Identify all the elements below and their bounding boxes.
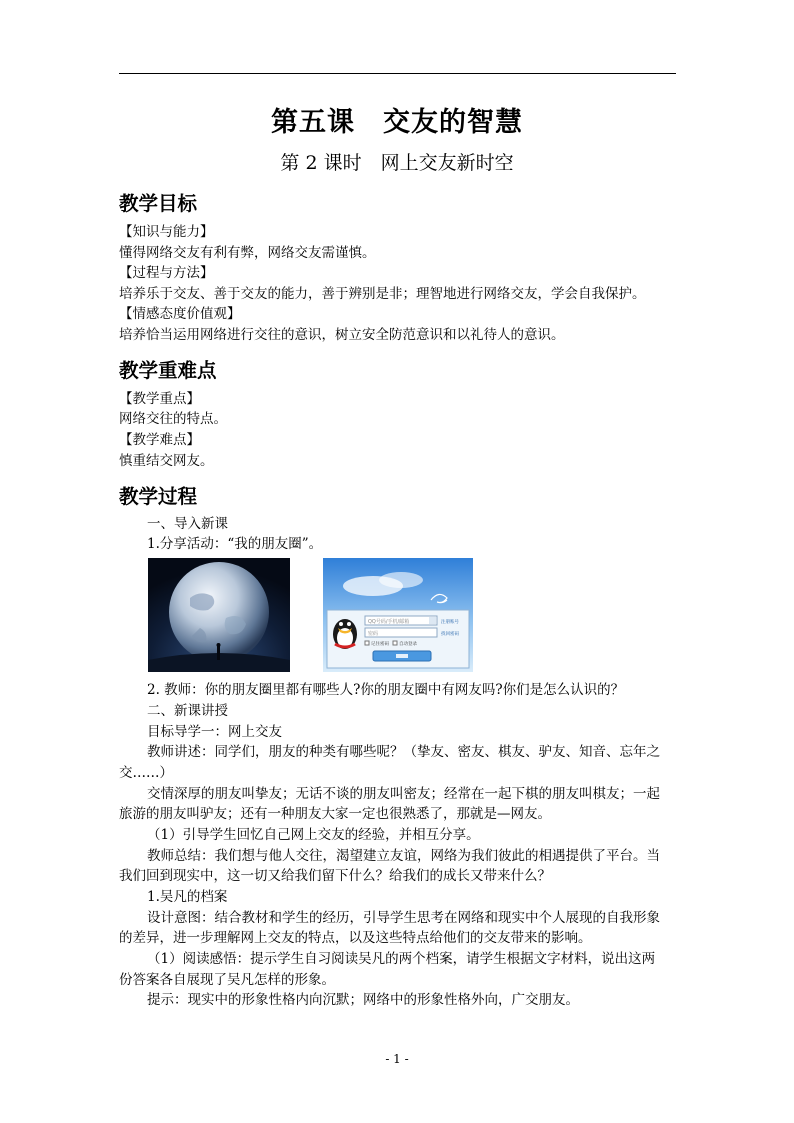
process-new-lesson-heading: 二、新课讲授 — [147, 703, 228, 719]
teacher-narration-line-1: 教师讲述：同学们，朋友的种类有哪些呢？（挚友、密友、棋友、驴友、知音、忘年之 — [147, 744, 660, 760]
attitude-text: 培养恰当运用网络进行交往的意识，树立安全防范意识和以礼待人的意识。 — [119, 327, 565, 343]
header-rule — [119, 73, 676, 74]
difficulty-text: 慎重结交网友。 — [119, 453, 214, 469]
qq-password-label: 密码 — [368, 631, 379, 637]
process-goal-1: 目标导学一：网上交友 — [147, 724, 282, 740]
reading-reflection-line-1: （1）阅读感悟：提示学生自习阅读吴凡的两个档案，请学生根据文字材料，说出这两 — [147, 951, 656, 967]
lesson-title: 第五课 交友的智慧 — [271, 107, 523, 138]
friendship-types-line-2: 旅游的朋友叫驴友；还有一种朋友大家一定也很熟悉了，那就是—网友。 — [119, 806, 551, 822]
earth-night-image — [148, 558, 290, 672]
section-heading-goals: 教学目标 — [119, 192, 198, 215]
guide-students-recall: （1）引导学生回忆自己网上交友的经验，并相互分享。 — [147, 827, 480, 843]
section-heading-process: 教学过程 — [119, 485, 198, 508]
knowledge-label: 【知识与能力】 — [119, 224, 214, 240]
qq-auto-login-label: 自动登录 — [399, 642, 417, 647]
process-method-label: 【过程与方法】 — [119, 265, 214, 281]
difficulty-label: 【教学难点】 — [119, 432, 200, 448]
wufan-profile-heading: 1.吴凡的档案 — [147, 889, 228, 905]
teacher-summary-line-2: 我们回到现实中，这一切又给我们留下什么？给我们的成长又带来什么？ — [119, 868, 551, 884]
key-point-text: 网络交往的特点。 — [119, 411, 227, 427]
section-heading-key-points: 教学重难点 — [119, 359, 217, 382]
knowledge-text: 懂得网络交友有利有弊，网络交友需谨慎。 — [119, 245, 376, 261]
lesson-subtitle: 第 2 课时 网上交友新时空 — [280, 152, 514, 174]
hint-text: 提示：现实中的形象性格内向沉默；网络中的形象性格外向，广交朋友。 — [147, 992, 579, 1008]
qq-forgot-link: 找回密码 — [441, 632, 459, 637]
page-number: - 1 - — [385, 1052, 409, 1066]
teacher-summary-line-1: 教师总结：我们想与他人交往，渴望建立友谊，网络为我们彼此的相遇提供了平台。当 — [147, 848, 660, 864]
process-method-text: 培养乐于交友、善于交友的能力，善于辨别是非；理智地进行网络交友，学会自我保护。 — [119, 286, 646, 302]
process-activity-2: 2. 教师：你的朋友圈里都有哪些人?你的朋友圈中有网友吗?你们是怎么认识的？ — [147, 682, 625, 698]
qq-login-screenshot — [323, 558, 473, 672]
process-intro-heading: 一、导入新课 — [147, 516, 228, 532]
teacher-narration-line-2: 交……） — [119, 765, 173, 781]
qq-register-link: 注册账号 — [441, 620, 459, 625]
design-intent-line-1: 设计意图：结合教材和学生的经历，引导学生思考在网络和现实中个人展现的自我形象 — [147, 910, 660, 926]
friendship-types-line-1: 交情深厚的朋友叫挚友；无话不谈的朋友叫密友；经常在一起下棋的朋友叫棋友；一起 — [147, 786, 660, 802]
design-intent-line-2: 的差异，进一步理解网上交友的特点，以及这些特点给他们的交友带来的影响。 — [119, 930, 592, 946]
reading-reflection-line-2: 份答案各自展现了吴凡怎样的形象。 — [119, 972, 335, 988]
qq-account-placeholder: QQ号码/手机/邮箱 — [368, 619, 410, 625]
attitude-label: 【情感态度价值观】 — [119, 306, 241, 322]
key-point-label: 【教学重点】 — [119, 391, 200, 407]
process-activity-1: 1.分享活动：“我的朋友圈”。 — [147, 536, 323, 552]
qq-remember-label: 记住密码 — [371, 642, 389, 647]
